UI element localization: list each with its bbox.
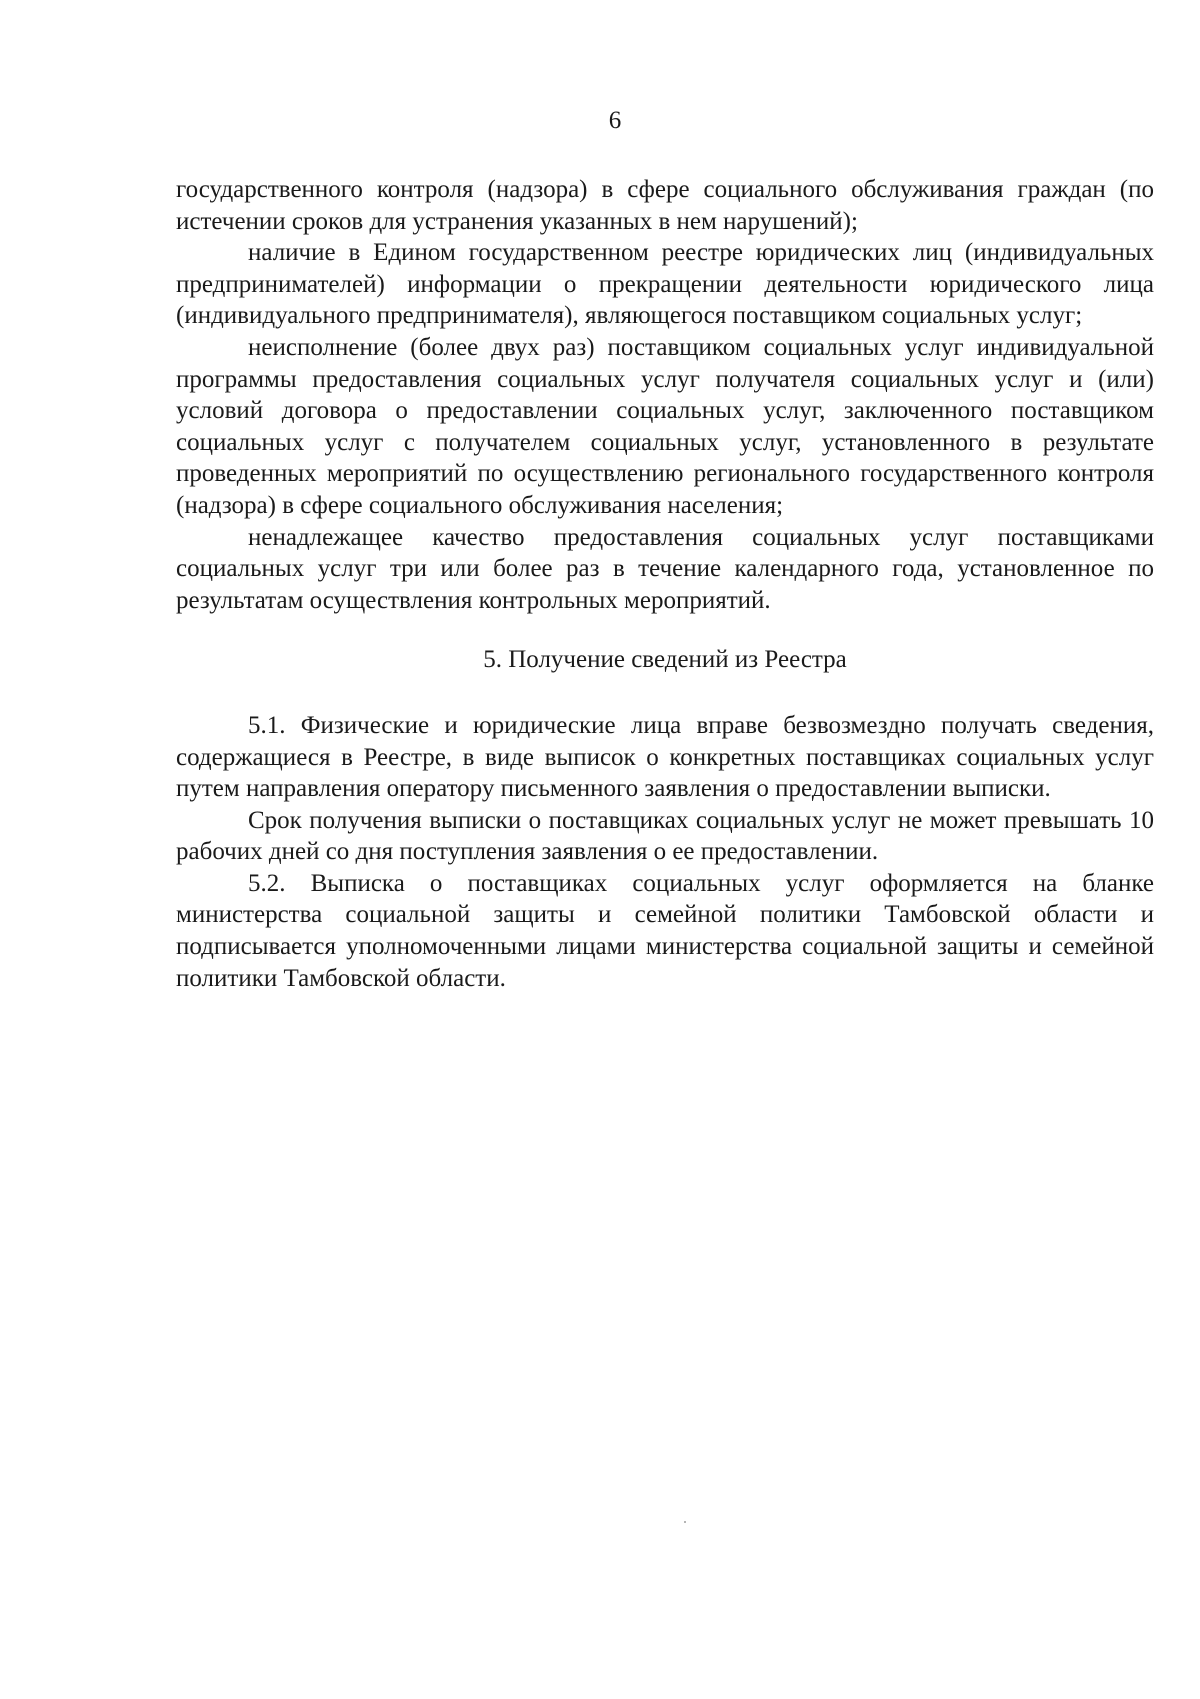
paragraph-nonfulfillment: неисполнение (более двух раз) поставщиком социальных услуг индивидуальной программы предоставления социальных услуг получателя социальных услуг и (или) условий договора о предоставлении социальных услуг, заключенного поставщиком социальных услуг с получателем социальных услуг, установленного в результате проведенных мероприятий по осуществлению регионального государственного контроля (надзора) в сфере социального обслуживания населения;	[176, 333, 1154, 519]
section-heading: 5. Получение сведений из Реестра	[483, 646, 847, 674]
paragraph-5-2: 5.2. Выписка о поставщиках социальных услуг оформляется на бланке министерства социальной защиты и семейной политики Тамбовской области и подписывается уполномоченными лицами министерства социальной защиты и семейной политики Тамбовской области.	[176, 869, 1154, 992]
paragraph-5-1: 5.1. Физические и юридические лица вправе безвозмездно получать сведения, содержащиеся в Реестре, в виде выписок о конкретных поставщиках социальных услуг путем направления оператору письменного заявления о предоставлении выписки.	[176, 711, 1154, 803]
paragraph-improper-quality: ненадлежащее качество предоставления социальных услуг поставщиками социальных услуг три или более раз в течение календарного года, установленное по результатам осуществления контрольных мероприятий.	[176, 523, 1154, 614]
paragraph-continuation: государственного контроля (надзора) в сфере социального обслуживания граждан (по истечении сроков для устранения указанных в нем нарушений);	[176, 176, 1154, 235]
paragraph-registry-termination: наличие в Едином государственном реестре юридических лиц (индивидуальных предпринимателей) информации о прекращении деятельности юридического лица (индивидуального предпринимателя), являющегося поставщиком социальных услуг;	[176, 239, 1154, 330]
paragraph-extract-deadline: Срок получения выписки о поставщиках социальных услуг не может превышать 10 рабочих дней со дня поступления заявления о ее предоставлении.	[176, 806, 1154, 866]
scan-artifact	[684, 1521, 686, 1523]
document-body	[176, 174, 1154, 994]
page-number: 6	[608, 107, 622, 134]
